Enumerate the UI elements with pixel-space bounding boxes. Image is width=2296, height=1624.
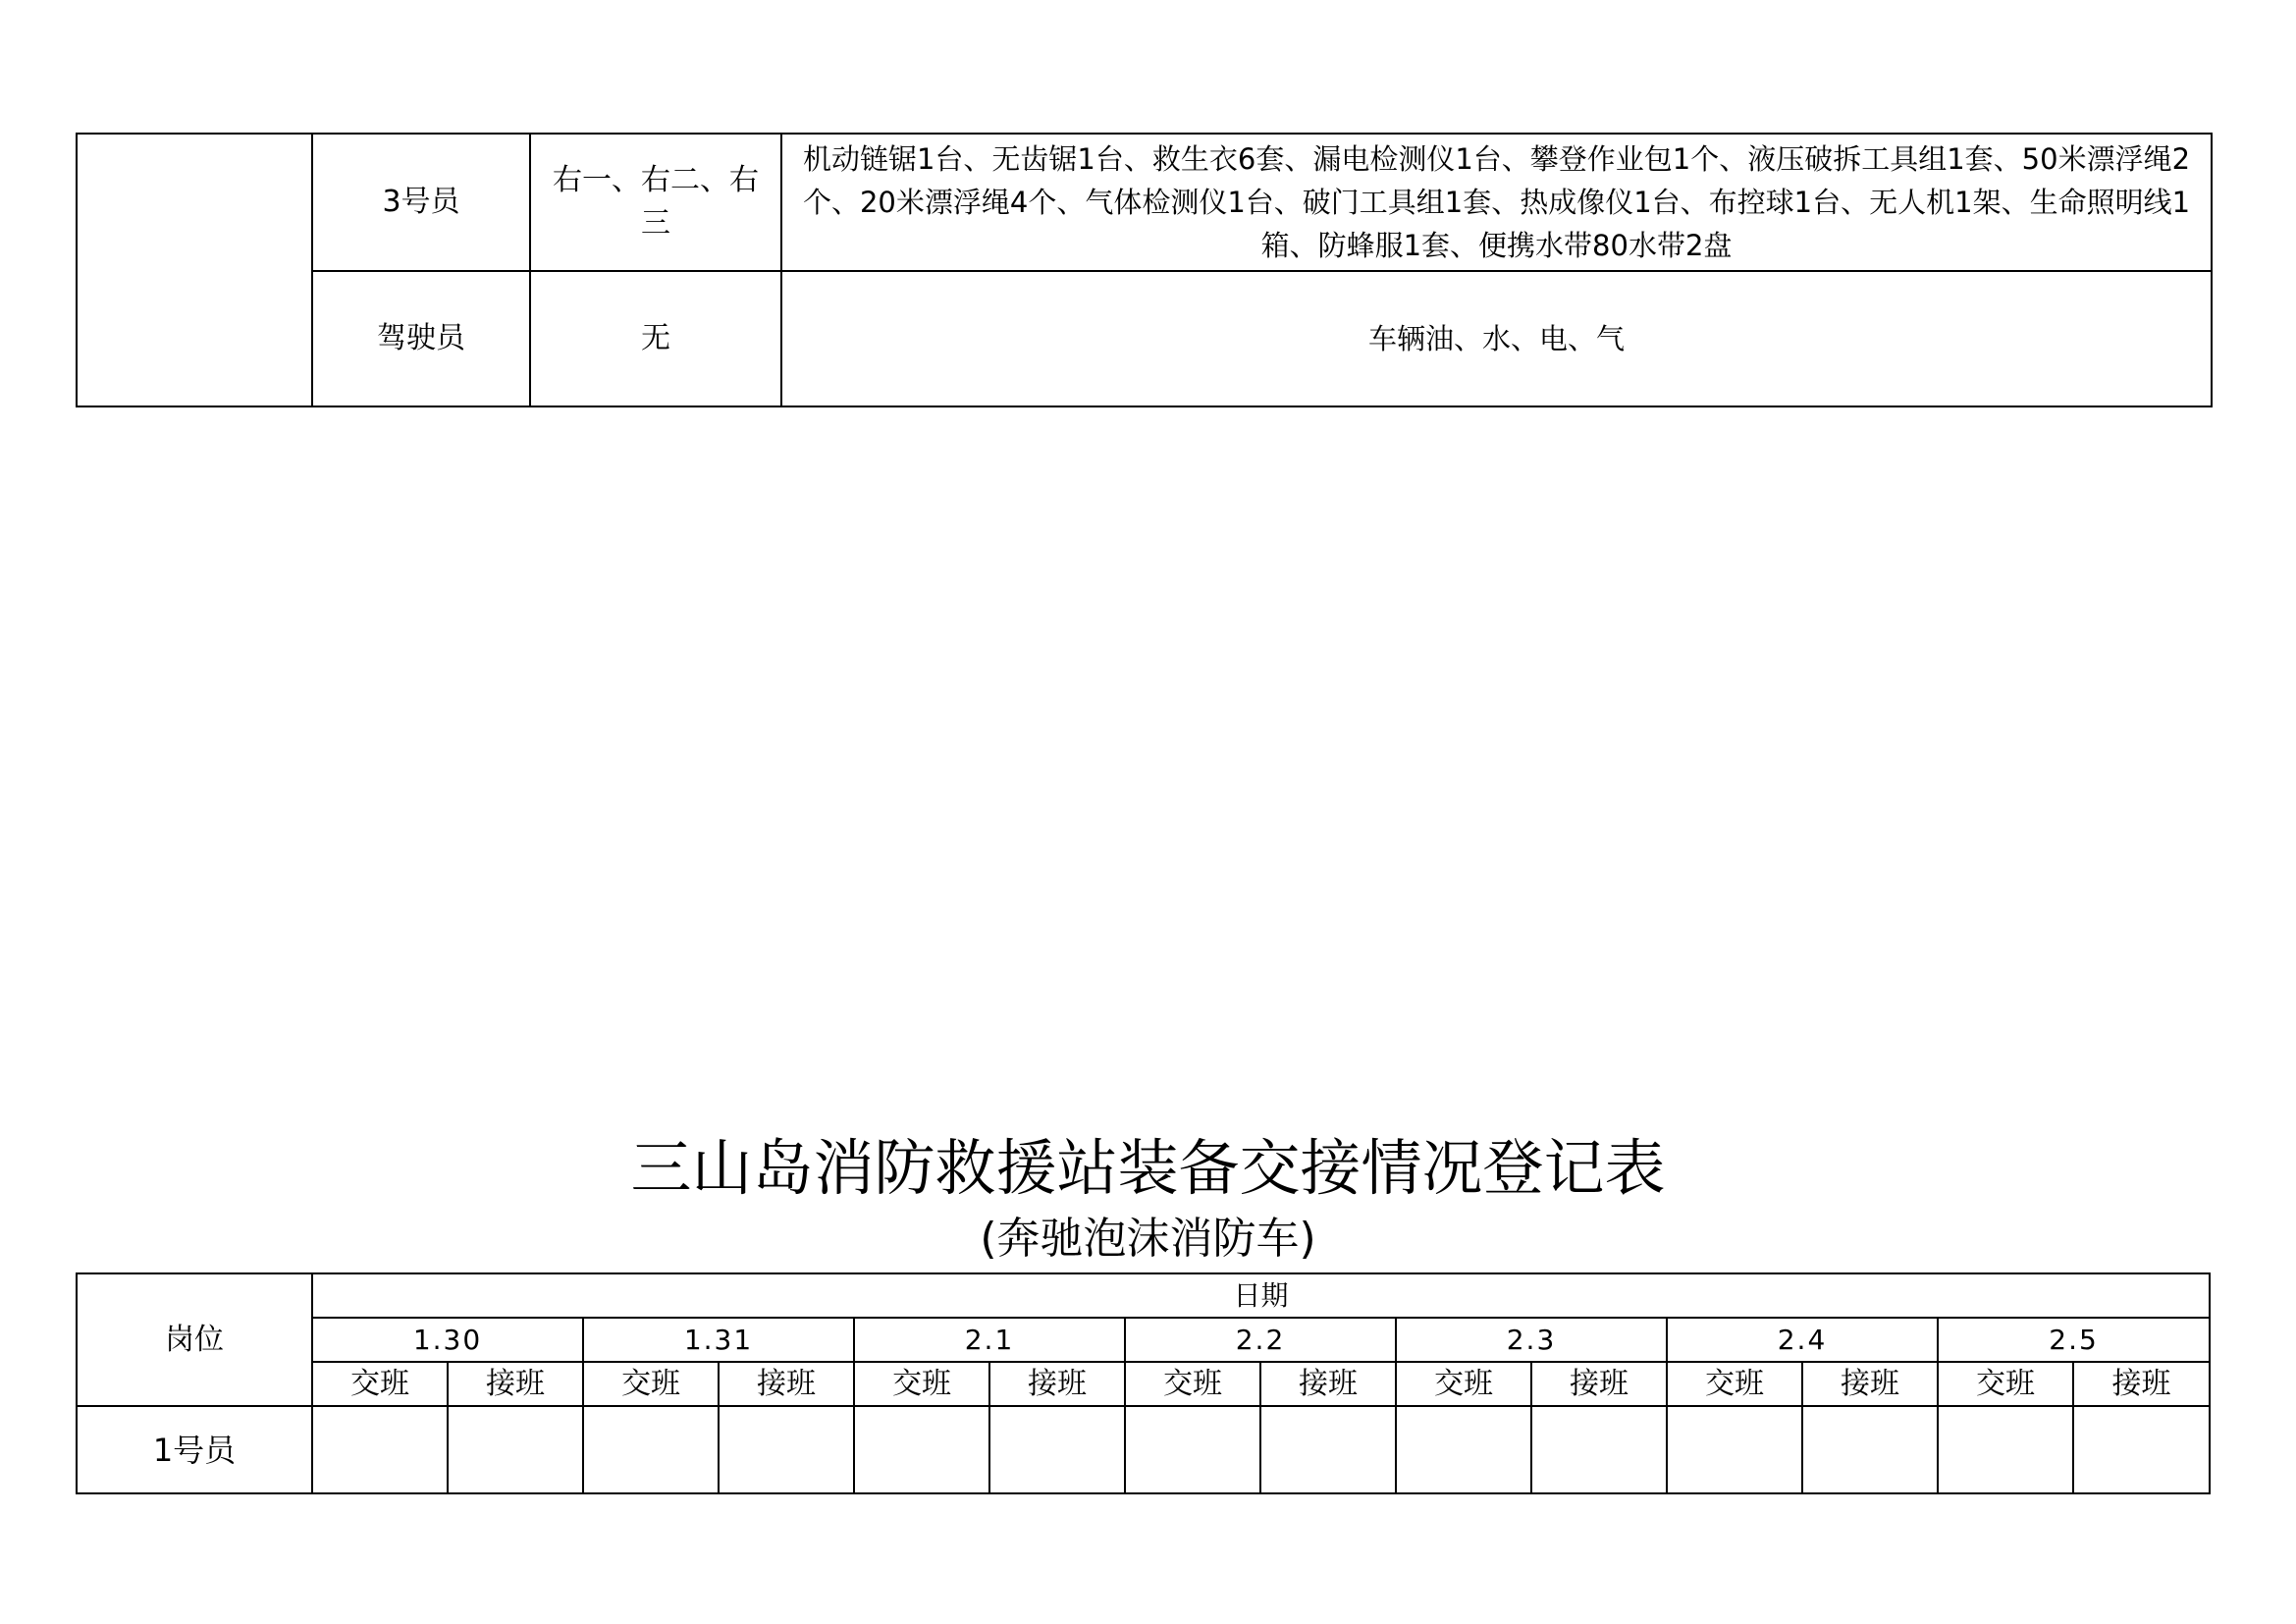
date-cell: 2.4: [1667, 1318, 1938, 1362]
signature-cell[interactable]: [1396, 1406, 1531, 1493]
page-title: 三山岛消防救援站装备交接情况登记表: [630, 1132, 1666, 1204]
group-cell: [77, 134, 312, 406]
takeover-header: 接班: [2073, 1362, 2210, 1406]
date-cell: 2.5: [1938, 1318, 2210, 1362]
header-row-dates: [77, 1318, 2210, 1362]
date-cell: 1.30: [312, 1318, 583, 1362]
page-subtitle: (奔驰泡沫消防车): [980, 1214, 1316, 1264]
takeover-header: 接班: [1802, 1362, 1938, 1406]
date-cell: 2.1: [854, 1318, 1125, 1362]
handover-header: 交班: [1667, 1362, 1802, 1406]
role-cell: 驾驶员: [312, 271, 530, 406]
handover-header: 交班: [583, 1362, 719, 1406]
table-row: [77, 1406, 2210, 1493]
signature-cell[interactable]: [1125, 1406, 1260, 1493]
row-label: 1号员: [77, 1406, 312, 1493]
signature-cell[interactable]: [719, 1406, 854, 1493]
date-cell: 1.31: [583, 1318, 854, 1362]
signature-cell[interactable]: [989, 1406, 1125, 1493]
signature-cell[interactable]: [1802, 1406, 1938, 1493]
date-header: 日期: [312, 1273, 2210, 1318]
handover-header: 交班: [1938, 1362, 2073, 1406]
handover-log-table: [76, 1272, 2211, 1494]
takeover-header: 接班: [719, 1362, 854, 1406]
date-cell: 2.3: [1396, 1318, 1667, 1362]
signature-cell[interactable]: [312, 1406, 448, 1493]
role-cell: 3号员: [312, 134, 530, 271]
signature-cell[interactable]: [583, 1406, 719, 1493]
signature-cell[interactable]: [448, 1406, 583, 1493]
signature-cell[interactable]: [2073, 1406, 2210, 1493]
equipment-cell: 车辆油、水、电、气: [781, 271, 2212, 406]
signature-cell[interactable]: [854, 1406, 989, 1493]
signature-cell[interactable]: [1938, 1406, 2073, 1493]
equipment-cell: 机动链锯1台、无齿锯1台、救生衣6套、漏电检测仪1台、攀登作业包1个、液压破拆工具组1套、50米漂浮绳2个、20米漂浮绳4个、气体检测仪1台、破门工具组1套、热成像仪1台、布控球1台、无人机1架、生命照明线1箱、防蜂服1套、便携水带80水带2盘: [781, 134, 2212, 271]
date-cell: 2.2: [1125, 1318, 1396, 1362]
position-cell: 右一、右二、右三: [530, 134, 781, 271]
equipment-table: [76, 133, 2213, 407]
signature-cell[interactable]: [1667, 1406, 1802, 1493]
takeover-header: 接班: [448, 1362, 583, 1406]
table-row: [77, 271, 2212, 406]
handover-header: 交班: [1125, 1362, 1260, 1406]
signature-cell[interactable]: [1260, 1406, 1396, 1493]
handover-header: 交班: [854, 1362, 989, 1406]
handover-header: 交班: [1396, 1362, 1531, 1406]
takeover-header: 接班: [1531, 1362, 1667, 1406]
position-cell: 无: [530, 271, 781, 406]
signature-cell[interactable]: [1531, 1406, 1667, 1493]
header-row-shift: [77, 1362, 2210, 1406]
takeover-header: 接班: [1260, 1362, 1396, 1406]
header-row-date: [77, 1273, 2210, 1318]
handover-header: 交班: [312, 1362, 448, 1406]
post-header: 岗位: [77, 1273, 312, 1406]
takeover-header: 接班: [989, 1362, 1125, 1406]
table-row: [77, 134, 2212, 271]
